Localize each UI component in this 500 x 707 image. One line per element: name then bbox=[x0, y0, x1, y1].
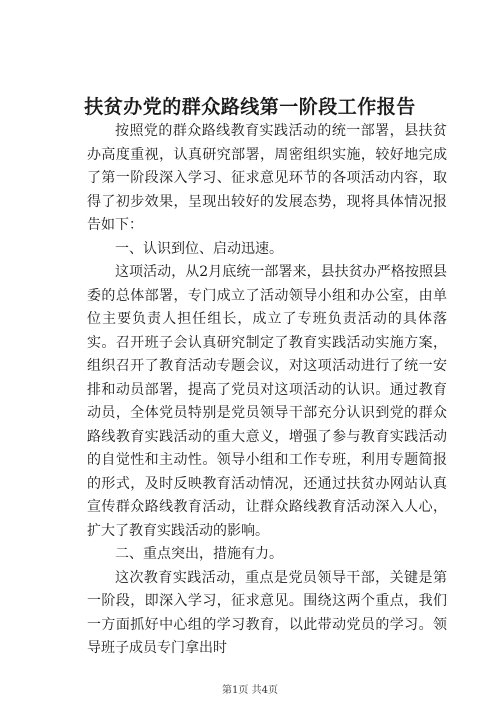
paragraph-intro: 按照党的群众路线教育实践活动的统一部署，县扶贫办高度重视，认真研究部署，周密组织实施，较好地完成了第一阶段深入学习、征求意见环节的各项活动内容，取得了初步效果，呈现出较好的发展态势，现将具体情况报告如下： bbox=[87, 123, 447, 233]
document-body bbox=[87, 120, 447, 661]
section-heading-2: 二、重点突出，措施有力。 bbox=[115, 546, 283, 562]
section-heading-1: 一、认识到位、启动迅速。 bbox=[115, 240, 283, 257]
document-title: 扶贫办党的群众路线第一阶段工作报告 bbox=[84, 96, 416, 118]
paragraph-section-1: 这项活动，从2月底统一部署来，县扶贫办严格按照县委的总体部署，专门成立了活动领导小组和办公室，由单位主要负责人担任组长，成立了专班负责活动的具体落实。召开班子会认真研究制定了教育实践活动实施方案，组织召开了教育活动专题会议，对这项活动进行了统一安排和动员部署，提高了党员对这项活动的认识。通过教育动员，全体党员特别是党员领导干部充分认识到党的群众路线教育实践活动的重大意义，增强了参与教育实践活动的自觉性和主动性。领导小组和工作专班，利用专题简报的形式，及时反映教育活动情况，还通过扶贫办网站认真宣传群众路线教育活动，让群众路线教育活动深入人心，扩大了教育实践活动的影响。 bbox=[87, 264, 447, 539]
page-footer: 第1页 共4页 bbox=[222, 685, 278, 696]
paragraph-section-2: 这次教育实践活动，重点是党员领导干部，关键是第一阶段，即深入学习，征求意见。围绕这两个重点，我们一方面抓好中心组的学习教育，以此带动党员的学习。领导班子成员专门拿出时 bbox=[87, 569, 447, 656]
